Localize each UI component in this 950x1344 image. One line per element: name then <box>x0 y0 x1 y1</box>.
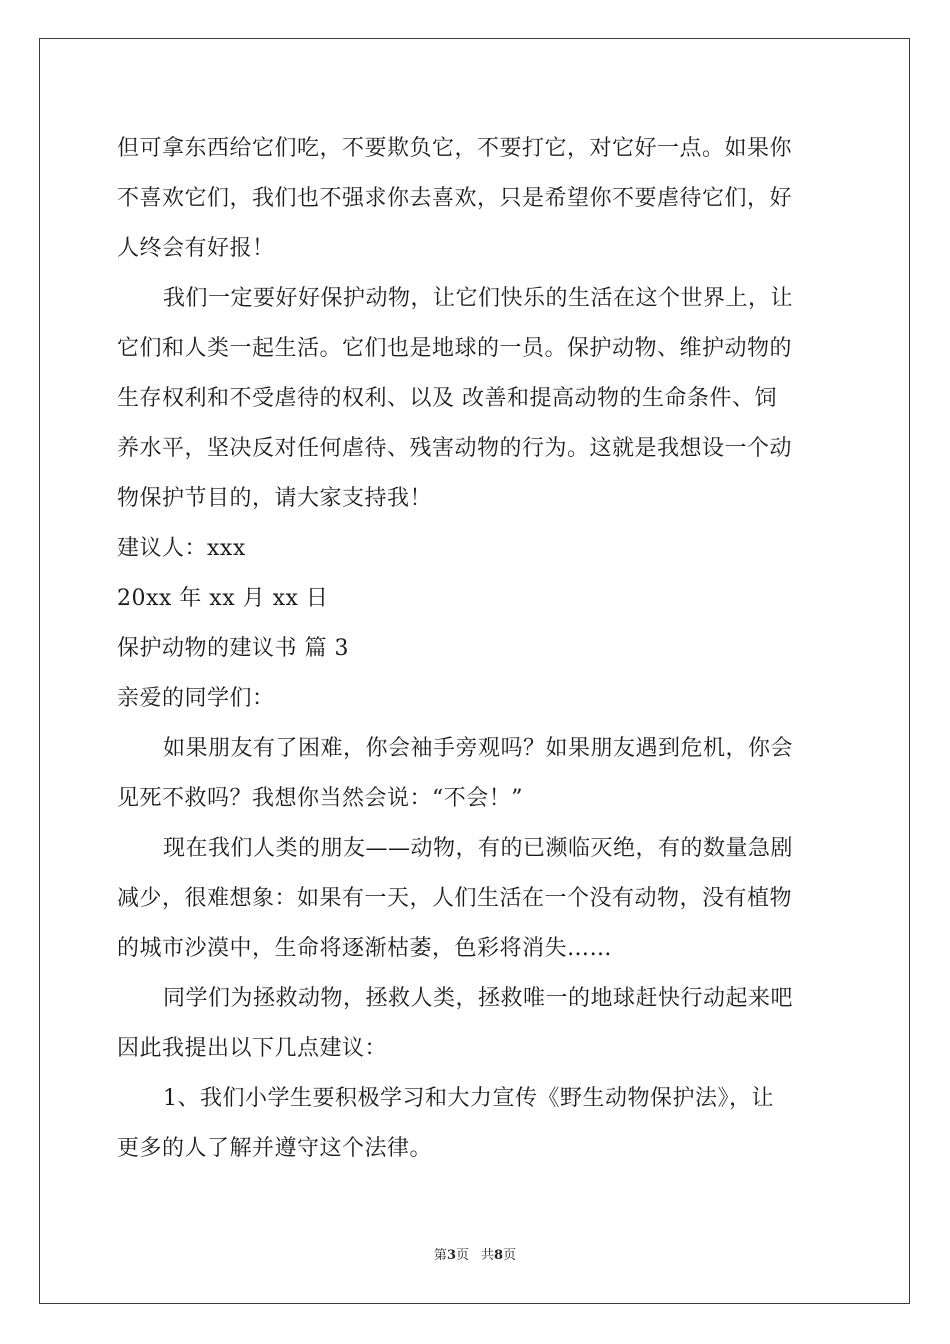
text-line: 因此我提出以下几点建议： <box>117 1036 388 1061</box>
text-line: 它们和人类一起生活。它们也是地球的一员。保护动物、维护动物的 <box>117 336 793 361</box>
total-prefix: 共 <box>481 1248 495 1263</box>
text-line: 的城市沙漠中，生命将逐渐枯萎，色彩将消失…… <box>117 936 613 961</box>
text-line: 如果朋友有了困难，你会袖手旁观吗？如果朋友遇到危机，你会 <box>163 736 794 761</box>
text-line: 人终会有好报！ <box>117 236 275 261</box>
page-current: 3 <box>446 1248 456 1263</box>
page-prefix: 第 <box>433 1248 447 1263</box>
text-line: 见死不救吗？我想你当然会说：“不会！” <box>117 786 523 811</box>
signer-line: 建议人：xxx <box>117 536 246 561</box>
text-line: 但可拿东西给它们吃，不要欺负它，不要打它，对它好一点。如果你 <box>117 136 793 161</box>
total-suffix: 页 <box>503 1248 517 1263</box>
text-line: 养水平，坚决反对任何虐待、残害动物的行为。这就是我想设一个动 <box>117 436 793 461</box>
document-body <box>117 124 837 1174</box>
text-line: 1、我们小学生要积极学习和大力宣传《野生动物保护法》，让 <box>163 1086 774 1111</box>
text-line: 现在我们人类的朋友——动物，有的已濒临灭绝，有的数量急剧 <box>163 836 794 861</box>
text-line: 不喜欢它们，我们也不强求你去喜欢，只是希望你不要虐待它们，好 <box>117 186 793 211</box>
text-line: 更多的人了解并遵守这个法律。 <box>117 1136 433 1161</box>
date-line: 20xx 年 xx 月 xx 日 <box>117 586 329 611</box>
page-suffix: 页 <box>455 1248 469 1263</box>
text-line: 我们一定要好好保护动物，让它们快乐的生活在这个世界上，让 <box>163 286 794 311</box>
text-line: 减少，很难想象：如果有一天，人们生活在一个没有动物，没有植物 <box>117 886 793 911</box>
page-footer <box>0 1244 950 1263</box>
page-total: 8 <box>494 1248 504 1263</box>
text-line: 同学们为拯救动物，拯救人类，拯救唯一的地球赶快行动起来吧 <box>163 986 794 1011</box>
text-line: 物保护节目的，请大家支持我！ <box>117 486 433 511</box>
salutation: 亲爱的同学们： <box>117 686 275 711</box>
text-line: 生存权利和不受虐待的权利、以及 改善和提高动物的生命条件、饲 <box>117 386 777 411</box>
section-title: 保护动物的建议书 篇 3 <box>117 636 349 661</box>
